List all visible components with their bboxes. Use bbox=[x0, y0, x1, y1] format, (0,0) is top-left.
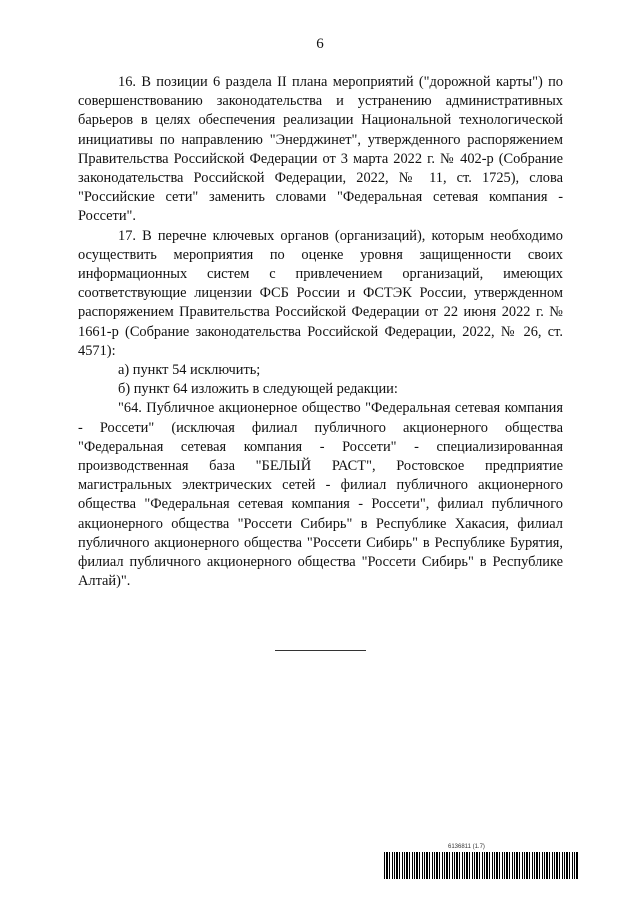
document-code: 6136811 (1.7) bbox=[448, 844, 485, 850]
paragraph-item-17: 17. В перечне ключевых органов (организаций), которым необходимо осуществить мероприятия по оценке уровня защищенности своих информационных систем с привлечением организаций, имеющих соответствующие лицензии ФСБ России и ФСТЭК России, утвержденном распоряжением Правительства Российской Федерации от 22 июня 2022 г. № 1661-р (Собрание законодательства Российской Федерации, 2022, № 26, ст. 4571): bbox=[78, 227, 563, 359]
quoted-item-64: "64. Публичное акционерное общество "Федеральная сетевая компания - Россети" (исключая филиал публичного акционерного общества "Федеральная сетевая компания - Россети" - специализированная производственная база "БЕЛЫЙ РАСТ", Ростовское предприятие магистральных электрических сетей - филиал публичного акционерного общества "Федеральная сетевая компания - Россети", филиал публичного акционерного общества "Россети Сибирь" в Республике Хакасия, филиал публичного акционерного общества "Россети Сибирь" в Республике Бурятия, филиал публичного акционерного общества "Россети Сибирь" в Республике Алтай)". bbox=[78, 400, 563, 590]
subitem-b: б) пункт 64 изложить в следующей редакции: bbox=[118, 381, 398, 398]
document-body bbox=[78, 73, 563, 591]
barcode bbox=[384, 852, 579, 879]
end-divider bbox=[275, 650, 366, 651]
page-number: 6 bbox=[316, 36, 324, 52]
paragraph-item-16: 16. В позиции 6 раздела II плана мероприятий ("дорожной карты") по совершенствованию законодательства и устранению административных барьеров в целях обеспечения реализации Национальной технологической инициативы по направлению "Энерджинет", утвержденного распоряжением Правительства Российской Федерации от 3 марта 2022 г. № 402-р (Собрание законодательства Российской Федерации, 2022, № 11, ст. 1725), слова "Российские сети" заменить словами "Федеральная сетевая компания - Россети". bbox=[78, 74, 563, 225]
subitem-a: а) пункт 54 исключить; bbox=[118, 362, 261, 379]
